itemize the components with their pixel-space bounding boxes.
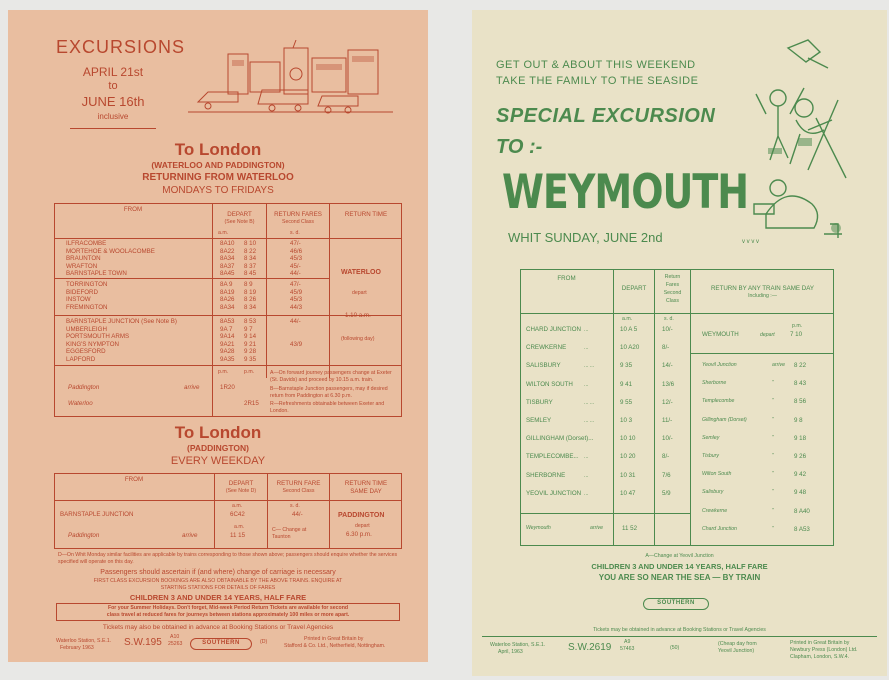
arrive-waterloo-time: 2R15: [244, 400, 259, 407]
depart-time: 10 A 5: [620, 326, 638, 333]
depart-time-b: 8 22: [244, 247, 257, 255]
station-name: BARNSTAPLE TOWN: [66, 270, 127, 278]
footer-code-sub1: A10: [170, 634, 180, 640]
depart-time-b: 9 28: [244, 348, 257, 356]
ret-first-time: 7 10: [790, 331, 803, 338]
leader-dots: ... ...: [584, 418, 595, 424]
section1-heading: To London: [174, 140, 262, 159]
divider: [70, 128, 156, 129]
depart-time: 10 3: [620, 417, 633, 424]
note-a: A—On forward journey passengers change at Exeter (St. Davids) and proceed by 10.15 a.m. train.: [270, 370, 392, 383]
return-station: Crewkerne: [702, 507, 728, 514]
pm-label-2: p.m.: [244, 369, 255, 375]
leader-dots: ...: [584, 381, 589, 388]
return-time: 8 A53: [794, 525, 810, 533]
col-fares-r1: Return: [664, 274, 681, 280]
station-name: CREWKERNE: [526, 344, 567, 352]
footer-code-sub1-r: A9: [624, 639, 631, 645]
section1-sub3: MONDAYS TO FRIDAYS: [162, 185, 274, 196]
leader-dots: ...: [584, 454, 589, 461]
return-station: Gillingham (Dorset): [702, 416, 747, 423]
footer-code: S.W.195: [124, 637, 162, 648]
leader-dots: ... ...: [584, 399, 595, 406]
station-name: TORRINGTON: [66, 281, 108, 288]
depart-time: 9 35: [620, 362, 633, 370]
return-time: 9 48: [794, 489, 807, 497]
station-name: LAPFORD: [66, 356, 96, 363]
col-return-r2: Including :—: [748, 293, 777, 299]
fare-value: 11/-: [662, 417, 673, 424]
depart-time-b: 8 53: [244, 318, 257, 325]
southern-badge-r: SOUTHERN: [643, 598, 709, 610]
return-sub: ”: [772, 453, 774, 459]
destination: WEYMOUTH: [502, 164, 749, 220]
station-name: SALISBURY: [526, 362, 561, 370]
return-time: 8 43: [794, 380, 807, 388]
arrive-time-2: 11 15: [230, 532, 246, 539]
col-fares-class: Second Class: [281, 219, 314, 225]
pm-label-r: p.m.: [792, 323, 803, 329]
footer-code-sub2-r: 57463: [620, 646, 635, 652]
station-name: SHERBORNE: [526, 471, 566, 479]
southern-badge: SOUTHERN: [190, 638, 252, 650]
depart-time-b: 8 37: [244, 262, 257, 270]
note-first-1: FIRST CLASS EXCURSION BOOKINGS ARE ALSO OBTAINABLE BY THE ABOVE TRAINS. ENQUIRE AT: [93, 578, 343, 584]
station-name: TEMPLECOMBE...: [526, 453, 579, 461]
return-time: 9 18: [794, 434, 807, 442]
depart-time-b: 8 26: [244, 296, 257, 304]
fare-value: 43/9: [290, 340, 303, 348]
depart-time-b: 9 14: [244, 333, 257, 341]
return-station: WATERLOO: [341, 269, 381, 276]
return-time: 9 26: [794, 453, 807, 460]
station-name: UMBERLEIGH: [66, 325, 107, 333]
footer-addr-2: February 1963: [60, 645, 94, 651]
ret-first-sub: depart: [760, 332, 775, 338]
section2-heading: To London: [174, 423, 262, 442]
beach-family-illustration-icon: [738, 38, 858, 253]
ret-first-station: WEYMOUTH: [702, 331, 739, 338]
footer-cheap-1: (Cheap day from: [718, 641, 757, 647]
note-a-r: A—Change at Yeovil Junction: [645, 553, 714, 559]
london-street-illustration-icon: [188, 40, 398, 125]
station-name: KING'S NYMPTON: [66, 340, 119, 348]
station-name: CHARD JUNCTION: [526, 326, 581, 333]
depart-time-a: 8A45: [220, 270, 235, 278]
return-station: Wilton South: [702, 471, 732, 478]
depart-time-b: 8 45: [244, 270, 257, 278]
depart-time-a: 8A34: [220, 255, 235, 263]
depart-time-a: 9A 7: [220, 325, 233, 333]
fare-value: 12/-: [662, 398, 673, 406]
arrive-label-2: arrive: [182, 532, 198, 539]
fare-value: 45/-: [290, 262, 301, 270]
am-label-r: a.m.: [622, 316, 633, 322]
col-depart-2: DEPART: [228, 480, 254, 487]
fare-value: 45/3: [290, 255, 303, 263]
return-time: 9 42: [794, 471, 807, 479]
leader-dots: ... ...: [584, 363, 595, 370]
leader-dots: ...: [584, 490, 589, 497]
fare-value: 44/-: [290, 270, 301, 278]
col-fares: RETURN FARES: [274, 211, 322, 218]
tickets-note: Tickets may also be obtained in advance at Booking Stations or Travel Agencies: [102, 624, 334, 631]
depart-time-a: 8A22: [220, 247, 235, 255]
arrive-paddington-time: 1R20: [220, 384, 235, 391]
station-name: BARNSTAPLE JUNCTION (See Note B): [66, 318, 177, 325]
arrive-time-r: 11 52: [622, 525, 638, 532]
return-station: Sherborne: [702, 380, 727, 387]
sd-label-r: s. d.: [664, 316, 674, 322]
return-sub: arrive: [772, 362, 785, 368]
fare-value: 45/3: [290, 296, 303, 304]
return-time: 1.10 a.m.: [345, 312, 371, 319]
col-depart-note: (See Note B): [224, 219, 255, 225]
return-depart-2: depart: [355, 523, 370, 529]
fare-value: 10/-: [662, 326, 673, 333]
fare-value: 7/6: [662, 471, 671, 479]
col-fare-2: RETURN FARE: [276, 480, 321, 487]
station-name: PORTSMOUTH ARMS: [66, 333, 130, 341]
fare-value: 45/9: [290, 288, 303, 296]
children-fare-r: CHILDREN 3 AND UNDER 14 YEARS, HALF FARE: [591, 562, 768, 571]
col-from-r: FROM: [557, 275, 576, 282]
station-name: BIDEFORD: [66, 288, 98, 296]
return-time: 9 8: [794, 416, 803, 424]
depart-time-b: 8 10: [244, 240, 257, 247]
return-time-2: 6.30 p.m.: [346, 531, 372, 538]
arrive-weymouth: Weymouth: [526, 525, 551, 531]
return-following: (following day): [341, 336, 375, 342]
return-sub: ”: [772, 489, 774, 496]
depart-time-a: 8A10: [220, 240, 235, 247]
col-fares-r3: Second: [663, 290, 682, 296]
fare-value: 8/-: [662, 453, 670, 461]
fare-value: 46/6: [290, 247, 303, 255]
depart-time-a: 8A53: [220, 318, 235, 325]
depart-time: 9 55: [620, 398, 633, 406]
return-sub: ”: [772, 471, 774, 478]
return-sub: ”: [772, 434, 774, 441]
depart-time-a: 9A28: [220, 348, 235, 356]
depart-time-b: 8 9: [244, 281, 253, 288]
note-d: D—On Whit Monday similar facilities are applicable by trains corresponding to those shown above; passengers should enquire whether the services specified will operate on this day.: [58, 552, 398, 565]
col-fares-r2: Fares: [665, 282, 680, 288]
col-from-2: FROM: [124, 476, 144, 483]
am-label: a.m.: [218, 230, 229, 236]
section2-sub1: (PADDINGTON): [186, 443, 249, 453]
return-station-2: PADDINGTON: [338, 512, 385, 519]
depart-time-a: 8A37: [220, 262, 235, 270]
pm-label-1: p.m.: [218, 369, 229, 375]
children-fare: CHILDREN 3 AND UNDER 14 YEARS, HALF FARE: [129, 593, 307, 602]
date-from: APRIL 21st: [82, 65, 144, 79]
arrive-paddington-2: Paddington: [68, 532, 100, 539]
depart-time: 10 A20: [620, 344, 640, 352]
am-label-2: a.m.: [232, 503, 243, 509]
return-depart: depart: [352, 290, 367, 296]
return-sub: ”: [772, 398, 774, 405]
return-sub: ”: [772, 507, 774, 514]
summer-line-1: For your Summer Holidays. Don't forget, Mid-week Period Return Tickets are available for second: [107, 605, 349, 611]
sd-label-2: s. d.: [290, 503, 300, 509]
fare-value: 44/-: [290, 318, 301, 325]
section1-sub1: (WATERLOO AND PADDINGTON): [151, 160, 285, 170]
note-r: R—Refreshments obtainable between Exeter and London.: [270, 401, 385, 414]
return-time: 8 56: [794, 398, 807, 406]
station-name: WRAFTON: [66, 262, 98, 270]
date-to: JUNE 16th: [81, 94, 145, 109]
special-excursion: SPECIAL EXCURSION: [496, 105, 716, 127]
fare-value: 44/3: [290, 303, 303, 311]
footer-print-1-r: Printed in Great Britain by: [790, 640, 850, 646]
return-station: Chard Junction: [702, 525, 737, 532]
depart-time-b: 9 35: [244, 356, 257, 363]
return-station: Salisbury: [702, 489, 724, 496]
tagline-1: GET OUT & ABOUT THIS WEEKEND: [496, 59, 696, 71]
footer-print-2-r: Newbury Press (London) Ltd.: [790, 647, 858, 653]
depart-time: 10 20: [620, 453, 636, 461]
excursion-date: WHIT SUNDAY, JUNE 2nd: [508, 230, 663, 245]
poster-title: EXCURSIONS: [56, 37, 186, 57]
depart-time-2: 6C42: [230, 511, 245, 518]
note-b: B—Barnstaple Junction passengers, may if desired return from Paddington at 6.30 p.m.: [270, 386, 388, 399]
depart-time-a: 9A21: [220, 340, 235, 348]
section1-sub2: RETURNING FROM WATERLOO: [142, 172, 294, 183]
depart-time: 9 41: [620, 380, 633, 388]
depart-time: 10 47: [620, 489, 636, 497]
london-excursion-poster: [8, 10, 428, 662]
col-return-2a: RETURN TIME: [344, 480, 388, 487]
return-sub: ”: [772, 525, 774, 532]
station-name: YEOVIL JUNCTION: [526, 489, 582, 497]
svg-text:v v v v: v v v v: [742, 239, 760, 245]
fare-2: 44/-: [292, 511, 303, 518]
arrive-waterloo: Waterloo: [68, 400, 93, 407]
footer-cheap-2: Yeovil Junction): [718, 648, 755, 654]
col-fare-class-2: Second Class: [282, 488, 315, 494]
return-time: 8 A40: [794, 507, 810, 515]
station-name: TISBURY: [526, 398, 553, 406]
col-depart: DEPART: [227, 211, 252, 218]
footer-50-r: (50): [670, 645, 680, 651]
fare-value: 13/6: [662, 380, 675, 388]
to-label: TO :-: [496, 136, 543, 158]
footer-addr-1: Waterloo Station, S.E.1.: [56, 638, 112, 644]
station-name: BRAUNTON: [66, 255, 101, 263]
note-first-2: STARTING STATIONS FOR DETAILS OF FARES: [160, 585, 276, 591]
depart-time-a: 9A14: [220, 333, 235, 341]
sd-label: s. d.: [290, 230, 300, 236]
depart-time-b: 9 7: [244, 325, 253, 333]
station-name: WILTON SOUTH: [526, 380, 573, 388]
station-name: ILFRACOMBE: [66, 240, 107, 247]
tickets-note-r: Tickets may be obtained in advance at Booking Stations or Travel Agencies: [593, 627, 766, 633]
return-sub: ”: [772, 416, 774, 423]
col-return-r1: RETURN BY ANY TRAIN SAME DAY: [710, 285, 815, 292]
depart-time-a: 8A26: [220, 296, 235, 304]
fare-value: 5/9: [662, 489, 671, 497]
depart-time: 10 10: [620, 435, 636, 443]
footer-code-r: S.W.2619: [568, 642, 612, 653]
station-name: GILLINGHAM (Dorset)...: [526, 435, 594, 443]
footer-print-2: Stafford & Co. Ltd., Netherfield, Nottingham.: [284, 643, 386, 649]
fare-value: 10/-: [662, 435, 673, 443]
date-to-word: to: [108, 80, 118, 92]
fare-value: 47/-: [290, 240, 301, 247]
depart-time-b: 8 19: [244, 288, 257, 296]
inclusive-label: inclusive: [97, 112, 129, 121]
tagline-2: TAKE THE FAMILY TO THE SEASIDE: [496, 75, 699, 87]
depart-time-a: 8A 9: [220, 281, 233, 288]
col-fares-r4: Class: [666, 298, 679, 304]
col-return-2b: SAME DAY: [350, 488, 382, 495]
col-depart-note-2: (See Note D): [225, 488, 257, 494]
leader-dots: ...: [584, 345, 589, 352]
near-sea: YOU ARE SO NEAR THE SEA — BY TRAIN: [598, 573, 761, 582]
return-time: 8 22: [794, 362, 807, 369]
station-name: MORTEHOE & WOOLACOMBE: [66, 247, 155, 255]
depart-time-b: 9 21: [244, 340, 257, 348]
section2-sub2: EVERY WEEKDAY: [170, 455, 266, 467]
footer-print-1: Printed in Great Britain by: [304, 636, 364, 642]
fare-value: 8/-: [662, 344, 670, 352]
station-name: SEMLEY: [526, 417, 552, 424]
depart-time-a: 8A34: [220, 303, 235, 311]
am-label-3: a.m.: [234, 524, 245, 530]
return-station: Semley: [702, 434, 720, 441]
col-from: FROM: [123, 206, 143, 213]
return-station: Tisbury: [702, 453, 719, 459]
fare-value: 14/-: [662, 362, 673, 370]
summer-line-2: class travel at reduced fares for journeys between stations approximately 100 miles or more apart.: [106, 612, 350, 618]
col-depart-r: DEPART: [621, 285, 647, 292]
arrive-label-r: arrive: [590, 525, 603, 531]
note-c: C— Change at Taunton: [272, 527, 307, 540]
depart-time-b: 8 34: [244, 303, 257, 311]
depart-time-a: 8A19: [220, 288, 235, 296]
footer-code-sub2: 25263: [168, 641, 183, 647]
station-barnstaple: BARNSTAPLE JUNCTION: [60, 511, 134, 518]
footer-addr-2-r: April, 1963: [498, 649, 523, 655]
fare-value: 47/-: [290, 281, 301, 288]
depart-time: 10 31: [620, 471, 636, 479]
leader-dots: ...: [584, 327, 589, 333]
arrive-paddington: Paddington: [68, 384, 100, 391]
station-name: FREMINGTON: [66, 303, 108, 311]
depart-time-b: 8 34: [244, 255, 257, 263]
return-station: Templecombe: [702, 398, 735, 405]
leader-dots: ...: [584, 472, 589, 479]
weymouth-timetable: [520, 269, 834, 546]
return-station: Yeovil Junction: [702, 362, 737, 368]
return-sub: ”: [772, 380, 774, 387]
footer-d: (D): [260, 639, 268, 645]
footer-print-3-r: Clapham, London, S.W.4.: [790, 654, 850, 660]
arrive-label: arrive: [184, 384, 200, 391]
station-name: INSTOW: [66, 296, 91, 304]
note-change: Passengers should ascertain if (and where) change of carriage is necessary: [100, 569, 336, 576]
depart-time-a: 9A35: [220, 356, 235, 363]
weymouth-excursion-poster: [472, 10, 887, 676]
station-name: EGGESFORD: [66, 348, 106, 356]
footer-addr-1-r: Waterloo Station, S.E.1.: [490, 642, 546, 648]
col-return: RETURN TIME: [344, 211, 388, 218]
